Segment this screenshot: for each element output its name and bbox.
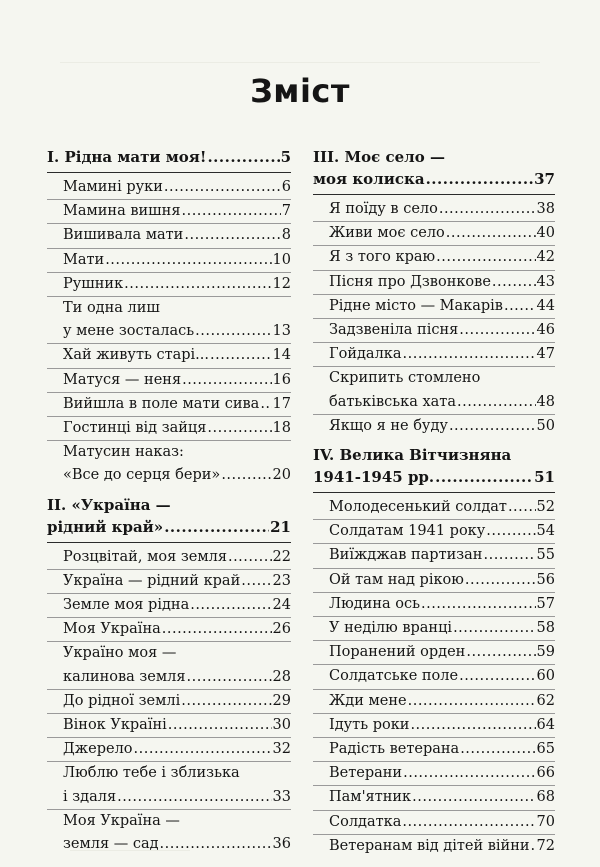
dot-leader [195, 320, 271, 343]
toc-entry[interactable] [47, 714, 291, 738]
dot-leader [531, 835, 536, 858]
entry-title: Земле моя рідна [63, 597, 190, 614]
entry-row [63, 200, 291, 223]
toc-entry[interactable] [313, 343, 555, 367]
entry-title-line: Люблю тебе і зблизька [63, 765, 240, 782]
page-number: 59 [536, 644, 555, 661]
entry-row [63, 666, 291, 689]
page-number: 10 [272, 251, 291, 268]
dot-leader [210, 344, 272, 367]
toc-entry[interactable] [313, 271, 555, 295]
page-number: 62 [536, 692, 555, 709]
dot-leader [459, 665, 535, 688]
toc-section [47, 494, 291, 857]
toc-entry[interactable] [47, 224, 291, 248]
dot-leader [134, 738, 272, 761]
entry-row [329, 544, 555, 567]
page-number: 6 [281, 179, 291, 195]
entry-title: Вінок Україні [63, 717, 167, 734]
entry-title-line: IV. Велика Вітчизняна [313, 446, 512, 465]
entry-row [329, 222, 555, 245]
entry-row [63, 618, 291, 641]
entry-title: Задзвеніла пісня [329, 322, 459, 339]
page-number: 20 [272, 467, 291, 484]
section-heading[interactable] [313, 146, 555, 195]
dot-leader [408, 690, 536, 713]
page-number: 17 [272, 395, 291, 412]
entry-title: Якщо я не буду [329, 417, 448, 434]
entry-row [329, 415, 555, 438]
toc-entry[interactable] [313, 222, 555, 246]
entry-row [63, 738, 291, 761]
entry-row [63, 714, 291, 737]
dot-leader [181, 200, 280, 223]
dot-leader [187, 666, 272, 689]
toc-entry[interactable] [313, 198, 555, 222]
entry-title-line: Матусин наказ: [63, 444, 184, 461]
entry-title: у мене зосталась [63, 323, 195, 340]
toc-entry[interactable] [47, 273, 291, 297]
toc-entry[interactable] [313, 617, 555, 641]
entry-row [63, 786, 291, 809]
entry-row [329, 811, 555, 834]
entry-row [329, 198, 555, 221]
dot-leader [228, 546, 272, 569]
page-number: 13 [272, 323, 291, 340]
page-number: 54 [536, 523, 555, 540]
page-number: 24 [272, 597, 291, 614]
dot-leader [184, 224, 280, 247]
entry-row [63, 393, 291, 416]
entry-title: рідний край» [47, 517, 164, 536]
entry-row [313, 168, 555, 190]
toc-entry[interactable] [313, 811, 555, 835]
entry-title: моя колиска [313, 170, 425, 188]
entry-title: Вийшла в поле мати сива [63, 395, 260, 412]
entry-row [63, 369, 291, 392]
toc-entry[interactable] [47, 546, 291, 570]
entry-row [329, 496, 555, 519]
entry-row [63, 224, 291, 247]
page-number: 38 [536, 201, 555, 217]
entry-title: Ветерани [329, 765, 403, 782]
entry-title: Живи моє село [329, 225, 445, 242]
dot-leader [457, 391, 536, 414]
entry-title: 1941-1945 рр. [313, 468, 435, 487]
page-number: 70 [536, 813, 555, 830]
toc-entry[interactable] [313, 367, 555, 414]
entry-title: Хай живуть старі... [63, 347, 209, 364]
entry-title: I. Рідна мати моя! [47, 148, 207, 166]
entry-row [329, 295, 555, 318]
dot-leader [446, 222, 536, 245]
entry-row [329, 617, 555, 640]
page-number: 44 [536, 297, 555, 314]
entry-title: Жди мене [329, 692, 407, 709]
entry-title: Я з того краю [329, 249, 436, 266]
entry-title: і здаля [63, 788, 117, 805]
dot-leader [402, 811, 535, 834]
page-number: 52 [536, 499, 555, 516]
entry-title: Мамині руки [63, 179, 163, 195]
page-number: 26 [272, 621, 291, 638]
page-number: 40 [536, 225, 555, 242]
entry-row [63, 417, 291, 440]
faded-ornament-top [60, 28, 540, 63]
entry-title-line: Моя Україна — [63, 812, 180, 829]
toc-entry[interactable] [47, 369, 291, 393]
dot-leader [410, 714, 535, 737]
dot-leader [190, 594, 271, 617]
toc-entry[interactable] [313, 786, 555, 810]
entry-title-line: Ти одна лиш [63, 300, 160, 317]
page-number: 16 [272, 371, 291, 388]
entry-title: Людина ось [329, 595, 420, 612]
page-number: 12 [272, 275, 291, 292]
entry-title: Розцвітай, моя земля [63, 548, 227, 565]
toc-entry[interactable] [313, 690, 555, 714]
page-number: 50 [536, 417, 555, 434]
dot-leader [508, 496, 536, 519]
entry-row [63, 320, 291, 343]
entry-row [329, 786, 555, 809]
dot-leader [241, 570, 271, 593]
page-number: 43 [536, 273, 555, 290]
toc-entry[interactable] [47, 618, 291, 642]
page-number: 48 [536, 393, 555, 410]
entry-row [47, 146, 291, 168]
page-number: 55 [536, 547, 555, 564]
dot-leader [105, 249, 271, 272]
entry-row [329, 391, 555, 414]
toc-entry[interactable] [47, 642, 291, 689]
entry-row [63, 570, 291, 593]
page-number: 56 [536, 571, 555, 588]
section-heading[interactable] [313, 444, 555, 493]
entry-title: Молодесенький солдат [329, 499, 507, 516]
page-number: 22 [272, 548, 291, 565]
dot-leader [465, 569, 536, 592]
entry-row [329, 569, 555, 592]
dot-leader [168, 714, 272, 737]
dot-leader [466, 641, 535, 664]
page-number: 18 [272, 420, 291, 437]
entry-row [63, 176, 291, 199]
dot-leader [504, 295, 536, 318]
toc-entry[interactable] [47, 249, 291, 273]
toc-entry[interactable] [313, 762, 555, 786]
toc-entry[interactable] [313, 569, 555, 593]
page-number: 32 [272, 741, 291, 758]
entry-row [63, 690, 291, 713]
dot-leader [207, 417, 271, 440]
toc-entry[interactable] [47, 441, 291, 487]
entry-title: батьківська хата [329, 393, 456, 410]
page-title: Зміст [250, 72, 350, 110]
entry-title: Поранений орден [329, 644, 466, 661]
entry-title: Гойдалка [329, 346, 402, 363]
dot-leader [207, 146, 279, 168]
page-number: 5 [280, 148, 291, 166]
dot-leader [459, 319, 535, 342]
entry-row [63, 344, 291, 367]
entry-title: Моя Україна [63, 621, 161, 638]
entry-title: Радість ветерана [329, 741, 460, 758]
page-number: 68 [536, 789, 555, 806]
toc-entry[interactable] [313, 544, 555, 568]
entry-row [63, 594, 291, 617]
faded-ornament-bottom [70, 828, 190, 851]
dot-leader [403, 762, 535, 785]
page-number: 65 [536, 741, 555, 758]
section-heading[interactable] [47, 494, 291, 543]
dot-leader [412, 786, 535, 809]
page-number: 60 [536, 668, 555, 685]
entry-row [329, 319, 555, 342]
dot-leader [182, 369, 271, 392]
page-number: 14 [272, 347, 291, 364]
page-number: 64 [536, 716, 555, 733]
dot-leader [453, 617, 535, 640]
entry-title: Я поїду в село [329, 201, 438, 217]
entry-row [329, 762, 555, 785]
dot-leader [439, 198, 536, 221]
toc-entry[interactable] [313, 835, 555, 858]
entry-row [313, 466, 555, 488]
toc-section [313, 146, 555, 438]
page-number: 8 [281, 227, 291, 244]
toc-entry[interactable] [47, 200, 291, 224]
toc-entry[interactable] [47, 738, 291, 762]
entry-row [329, 835, 555, 858]
entry-title: калинова земля [63, 668, 186, 685]
dot-leader [492, 271, 536, 294]
toc-entry[interactable] [313, 496, 555, 520]
page-number: 51 [534, 468, 555, 487]
toc-entry[interactable] [47, 570, 291, 594]
entry-row [329, 246, 555, 269]
entry-row [63, 249, 291, 272]
toc-entry[interactable] [47, 690, 291, 714]
toc-entry[interactable] [47, 297, 291, 344]
toc-section [47, 146, 291, 488]
page-number: 36 [272, 836, 291, 853]
dot-leader [436, 246, 535, 269]
entry-title: Рушник [63, 275, 124, 292]
entry-title: Солдатам 1941 року [329, 523, 486, 540]
entry-row [63, 464, 291, 487]
dot-leader [435, 466, 533, 488]
toc-section [313, 444, 555, 858]
entry-row [329, 520, 555, 543]
entry-title-line: Скрипить стомлено [329, 370, 481, 387]
entry-row [329, 593, 555, 616]
page-number: 37 [534, 170, 555, 188]
dot-leader [260, 393, 271, 416]
entry-title: Ой там над рікою [329, 571, 464, 588]
dot-leader [483, 544, 535, 567]
entry-row [329, 343, 555, 366]
entry-title: Україна — рідний край [63, 572, 241, 589]
toc-entry[interactable] [47, 344, 291, 368]
section-heading[interactable] [47, 146, 291, 173]
entry-title: Джерело [63, 741, 133, 758]
toc-entry[interactable] [313, 295, 555, 319]
entry-row [329, 665, 555, 688]
page-number: 57 [536, 595, 555, 612]
dot-leader [421, 593, 536, 616]
dot-leader [124, 273, 271, 296]
dot-leader [449, 415, 536, 438]
dot-leader [164, 176, 281, 199]
entry-title: Рідне місто — Макарів [329, 297, 503, 314]
page-number: 28 [272, 668, 291, 685]
dot-leader [221, 464, 271, 487]
entry-title: До рідної землі [63, 692, 181, 709]
page-number: 58 [536, 620, 555, 637]
page-number: 42 [536, 249, 555, 266]
entry-title: Виїжджав партизан [329, 547, 483, 564]
entry-title-line: II. «Україна — [47, 495, 171, 514]
entry-title: Гостинці від зайця [63, 420, 207, 437]
entry-row [329, 690, 555, 713]
entry-title: Пісня про Дзвонкове [329, 273, 491, 290]
toc-entry[interactable] [313, 319, 555, 343]
toc-entry[interactable] [313, 520, 555, 544]
entry-row [329, 738, 555, 761]
page-number: 72 [536, 837, 555, 854]
entry-row [329, 271, 555, 294]
toc-entry[interactable] [313, 415, 555, 438]
toc-entry[interactable] [313, 714, 555, 738]
dot-leader [162, 618, 272, 641]
page-number: 46 [536, 322, 555, 339]
page-number: 66 [536, 765, 555, 782]
entry-title: Солдатське поле [329, 668, 459, 685]
toc-entry[interactable] [313, 738, 555, 762]
entry-title: земля — сад [63, 836, 159, 853]
dot-leader [426, 168, 534, 190]
entry-title: Вишивала мати [63, 227, 184, 244]
entry-row [63, 546, 291, 569]
toc-entry[interactable] [47, 176, 291, 200]
entry-row [63, 273, 291, 296]
entry-title: Матуся — неня [63, 371, 182, 388]
toc-entry[interactable] [313, 593, 555, 617]
page-number: 29 [272, 692, 291, 709]
entry-row [329, 641, 555, 664]
toc-column-right [313, 146, 555, 864]
entry-title: Пам'ятник [329, 789, 412, 806]
dot-leader [164, 516, 269, 538]
page-number: 30 [272, 717, 291, 734]
page-number: 7 [281, 203, 291, 220]
toc-entry[interactable] [47, 417, 291, 441]
entry-title-line: III. Моє село — [313, 148, 445, 166]
toc-entry[interactable] [313, 665, 555, 689]
entry-row [329, 714, 555, 737]
page-number: 33 [272, 788, 291, 805]
entry-title: «Все до серця бери» [63, 467, 221, 484]
entry-title: У неділю вранці [329, 620, 453, 637]
toc-entry[interactable] [47, 393, 291, 417]
entry-title: Мати [63, 251, 105, 268]
dot-leader [117, 786, 271, 809]
dot-leader [460, 738, 535, 761]
dot-leader [403, 343, 536, 366]
entry-row [47, 516, 291, 538]
page-number: 21 [270, 517, 291, 536]
entry-title-line: Україно моя — [63, 645, 177, 662]
dot-leader [486, 520, 535, 543]
entry-title: Мамина вишня [63, 203, 181, 220]
page-number: 23 [272, 572, 291, 589]
toc-entry[interactable] [47, 762, 291, 809]
dot-leader [181, 690, 271, 713]
page-number: 47 [536, 346, 555, 363]
toc-entry[interactable] [313, 641, 555, 665]
entry-title: Солдатка [329, 813, 402, 830]
toc-column-left [47, 146, 291, 862]
entry-title: Ідуть роки [329, 716, 410, 733]
entry-title: Ветеранам від дітей війни [329, 837, 530, 854]
toc-entry[interactable] [47, 594, 291, 618]
toc-entry[interactable] [313, 246, 555, 270]
